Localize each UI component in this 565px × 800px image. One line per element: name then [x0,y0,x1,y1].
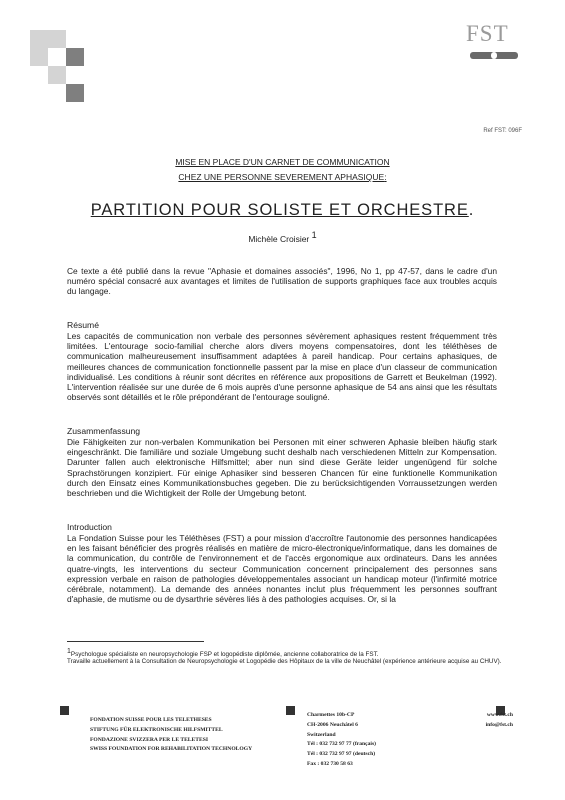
introduction-heading: Introduction [67,522,112,532]
footer-address [307,711,376,770]
subtitle-line-2 [0,172,565,182]
fst-logo [466,22,522,70]
zusammenfassung-heading: Zusammenfassung [67,426,141,436]
document-reference: Ref FST: 096F [483,128,522,134]
foundation-name-en: SWISS FOUNDATION FOR REHABILITATION TECHNOLOGY [90,746,253,753]
address-country: Switzerland [307,731,336,738]
logo-text: FST [466,21,509,46]
introduction-paragraph: La Fondation Suisse pour les Téléthèses (FST) a pour mission d'accroître l'autonomie des personnes handicapées en les faisant bénéficier des progrès réalisés en matière de micro-électronique/informatique, dans les domaines de la communication, du contrôle de l'environnement et de l'accès ergonomique aux ordinateurs. Dans les années quatre-vingts, les interventions du secteur Communication concernent principalement des personnes sans expression verbale en raison de pathologies développementales associant un handicap moteur (l'infirmité motrice cérébrale, notamment). La demande des années nonantes inclut plus fréquemment les personnes souffrant d'aphasie, de mutisme ou de dysarthrie sévères liés à des pathologies acquises. Or, si la [67,533,497,605]
page-title-text: PARTITION POUR SOLISTE ET ORCHESTRE [90,201,469,219]
resume-paragraph: Les capacités de communication non verbale des personnes sévèrement aphasiques restent fréquemment très limitées. L'entourage socio-familial cherche alors divers moyens compensatoires, dont les téléthèses de communication malheureusement insuffisamment adaptées à pareil handicap. Pour certains aphasiques, de meilleures chances de communication fonctionnelle passent par la mise en place d'un classeur de communication individualisé. Les conditions à réunir sont décrites en référence aux propositions de Garrett et Beukelman (1992). L'intervention réalisée sur une durée de 6 mois auprès d'une personne aphasique de 54 ans ainsi que les résultats observés sont détaillés et le rôle prépondérant de l'entourage souligné. [67,331,497,403]
decor-square [48,66,66,84]
intro-paragraph: Ce texte a été publié dans la revue "Aphasie et domaines associés", 1996, No 1, pp 47-57, dans le cadre d'un numéro spécial consacré aux avantages et limites de l'utilisation de supports graphiques face aux troubles acquis du langage. [67,266,497,297]
author-name: Michèle Croisier [248,233,310,244]
footnote-marker: 1 [67,648,71,655]
footnote-line-1: Psychologue spécialiste en neuropsychologie FSP et logopédiste diplômée, ancienne collaboratrice de la FST. [70,651,379,659]
address-street: Charmettes 10b-CP [307,712,355,718]
decor-square [30,48,48,66]
decor-square [66,84,84,102]
decor-square [66,48,84,66]
decor-square [30,30,48,48]
footer-square [286,706,295,715]
page-title-suffix: . [468,201,475,219]
decor-square [48,30,66,48]
author-footnote-ref: 1 [311,230,317,240]
address-city: CH-2006 Neuchâtel 6 [307,721,358,728]
website-link[interactable]: www.fst.ch [486,712,513,718]
footer-square [60,706,69,715]
foundation-name-fr: FONDATION SUISSE POUR LES TELETHESES [90,717,212,723]
resume-heading: Résumé [67,320,99,330]
zusammenfassung-paragraph: Die Fähigkeiten zur non-verbalen Kommunikation bei Personen mit einer schweren Aphasie bleiben häufig stark eingeschränkt. Die familiäre und soziale Umgebung sucht deshalb nach verschiedenen Mitteln zur Kompensation. Darunter fallen auch elektronische Hilfsmittel; aber nun sind diese Geräte leider ungenügend für solche Sprachstörungen konzipiert. Für einige Aphasiker sind besseren Chancen für eine funktionelle Kommunikation durch den Einsatz eines Kommunikationsbuches gegeben. Die zu berücksichtigenden Vorraussetzungen werden beschrieben und die Wichtigkeit der Rolle der Umgebung betont. [67,437,497,499]
fax: Fax : 032 730 58 63 [307,760,353,767]
footnote-divider [67,641,204,642]
author [0,230,565,244]
phone-fr: Tél : 032 732 97 77 (français) [307,741,376,748]
footer-contact [486,711,513,731]
subtitle-line-2-text: CHEZ UNE PERSONNE SEVEREMENT APHASIQUE [178,172,385,182]
foundation-name-it: FONDAZIONE SVIZZERA PER LE TELETESI [90,736,209,743]
email-link[interactable]: info@fst.ch [485,721,513,728]
subtitle-line-2-suffix: : [384,172,387,182]
phone-de: Tél : 032 732 97 97 (deutsch) [307,751,376,758]
footer-foundation-names [90,716,252,755]
footnote-line-2: Travaille actuellement à la Consultation de Neuropsychologie et Logopédie des Hôpitaux de la ville de Neuchâtel (expérience antérieure acquise au CHUV). [67,658,502,665]
foundation-name-de: STIFTUNG FÜR ELEKTRONISCHE HILFSMITTEL [90,726,223,733]
logo-mark-icon [470,52,518,59]
subtitle-line-1: MISE EN PLACE D'UN CARNET DE COMMUNICATION [175,157,390,167]
page-title [0,201,565,220]
